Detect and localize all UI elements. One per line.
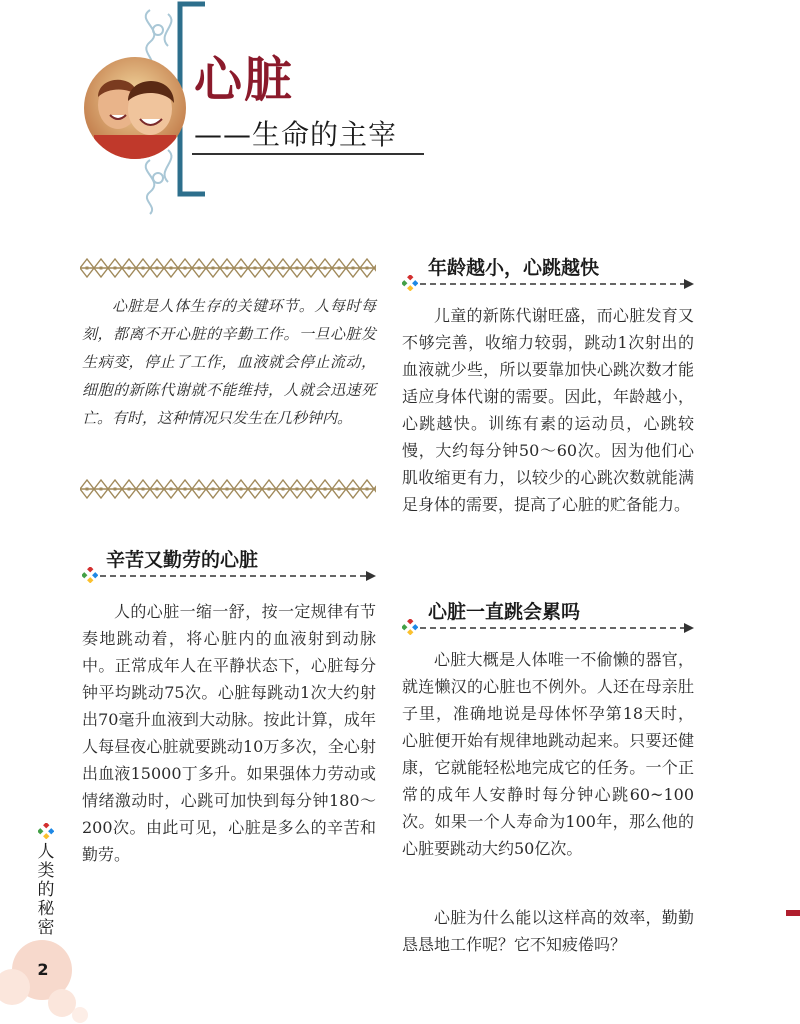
- dashed-arrow-divider: [420, 622, 694, 634]
- diamond-cluster-icon: [38, 823, 54, 839]
- intro-paragraph: 心脏是人体生存的关键环节。人每时每刻，都离不开心脏的辛勤工作。一旦心脏发生病变，停止了工作，血液就会停止流动，细胞的新陈代谢就不能维持，人就会迅速死亡。有时，这种情况只发生在几秒钟内。: [82, 297, 376, 427]
- side-label-char: 类: [37, 861, 55, 881]
- page-edge-tab: [786, 910, 800, 916]
- side-label-char: 人: [37, 842, 55, 862]
- dashed-arrow-divider: [420, 278, 694, 290]
- section-heading-hardworking-heart: 辛苦又勤劳的心脏: [106, 549, 259, 571]
- paragraph: 儿童的新陈代谢旺盛，而心脏发育又不够完善，收缩力较弱，跳动1次射出的血液就少些，所以要靠加快心跳次数才能适应身体代谢的需要。因此，年龄越小，心跳越快。训练有素的运动员，心跳较慢，大约每分钟50～60次。因为他们心肌收缩更有力，以较少的心跳次数就能满足身体的需要，提高了心脏的贮备能力。: [402, 306, 694, 514]
- paragraph: 心脏大概是人体唯一不偷懒的器官，就连懒汉的心脏也不例外。人还在母亲肚子里，准确地说是母体怀孕第18天时，心脏便开始有规律地跳动起来。只要还健康，它就能轻松地完成它的任务。一个正常的成年人安静时每分钟心跳60~100次。如果一个人寿命为100年，那么他的心脏要跳动大约50亿次。: [402, 650, 694, 858]
- diamond-cluster-icon: [82, 567, 98, 583]
- paragraph: 人的心脏一缩一舒，按一定规律有节奏地跳动着，将心脏内的血液射到动脉中。正常成年人在平静状态下，心脏每分钟平均跳动75次。心脏每跳动1次大约射出70毫升血液到大动脉。按此计算，成年人每昼夜心脏就要跳动10万多次，全心射出血液15000丁多升。如果强体力劳动或情绪激动时，心跳可加快到每分钟180～200次。由此可见，心脏是多么的辛苦和勤劳。: [82, 602, 376, 864]
- decorative-border-bottom: [80, 476, 376, 502]
- book-title-vertical: [35, 843, 57, 938]
- side-label-char: 的: [37, 880, 55, 900]
- dashed-arrow-divider: [100, 570, 376, 582]
- title-underline: [192, 153, 424, 155]
- decorative-border-top: [80, 255, 376, 281]
- page-number-bubbles: [0, 925, 120, 1024]
- section-heading-younger-faster: 年龄越小，心跳越快: [428, 257, 600, 279]
- smiling-children-photo: [84, 57, 186, 159]
- page-number: 2: [37, 960, 49, 979]
- side-label-char: 密: [37, 918, 55, 938]
- page-subtitle: ——生命的主宰: [194, 118, 398, 151]
- diamond-cluster-icon: [402, 275, 418, 291]
- side-label-char: 秘: [37, 899, 55, 919]
- paragraph: 心脏为什么能以这样高的效率，勤勤恳恳地工作呢？它不知疲倦吗？: [402, 908, 694, 954]
- diamond-cluster-icon: [402, 619, 418, 635]
- section-heading-does-heart-tire: 心脏一直跳会累吗: [428, 601, 581, 623]
- page-title: 心脏: [194, 52, 295, 108]
